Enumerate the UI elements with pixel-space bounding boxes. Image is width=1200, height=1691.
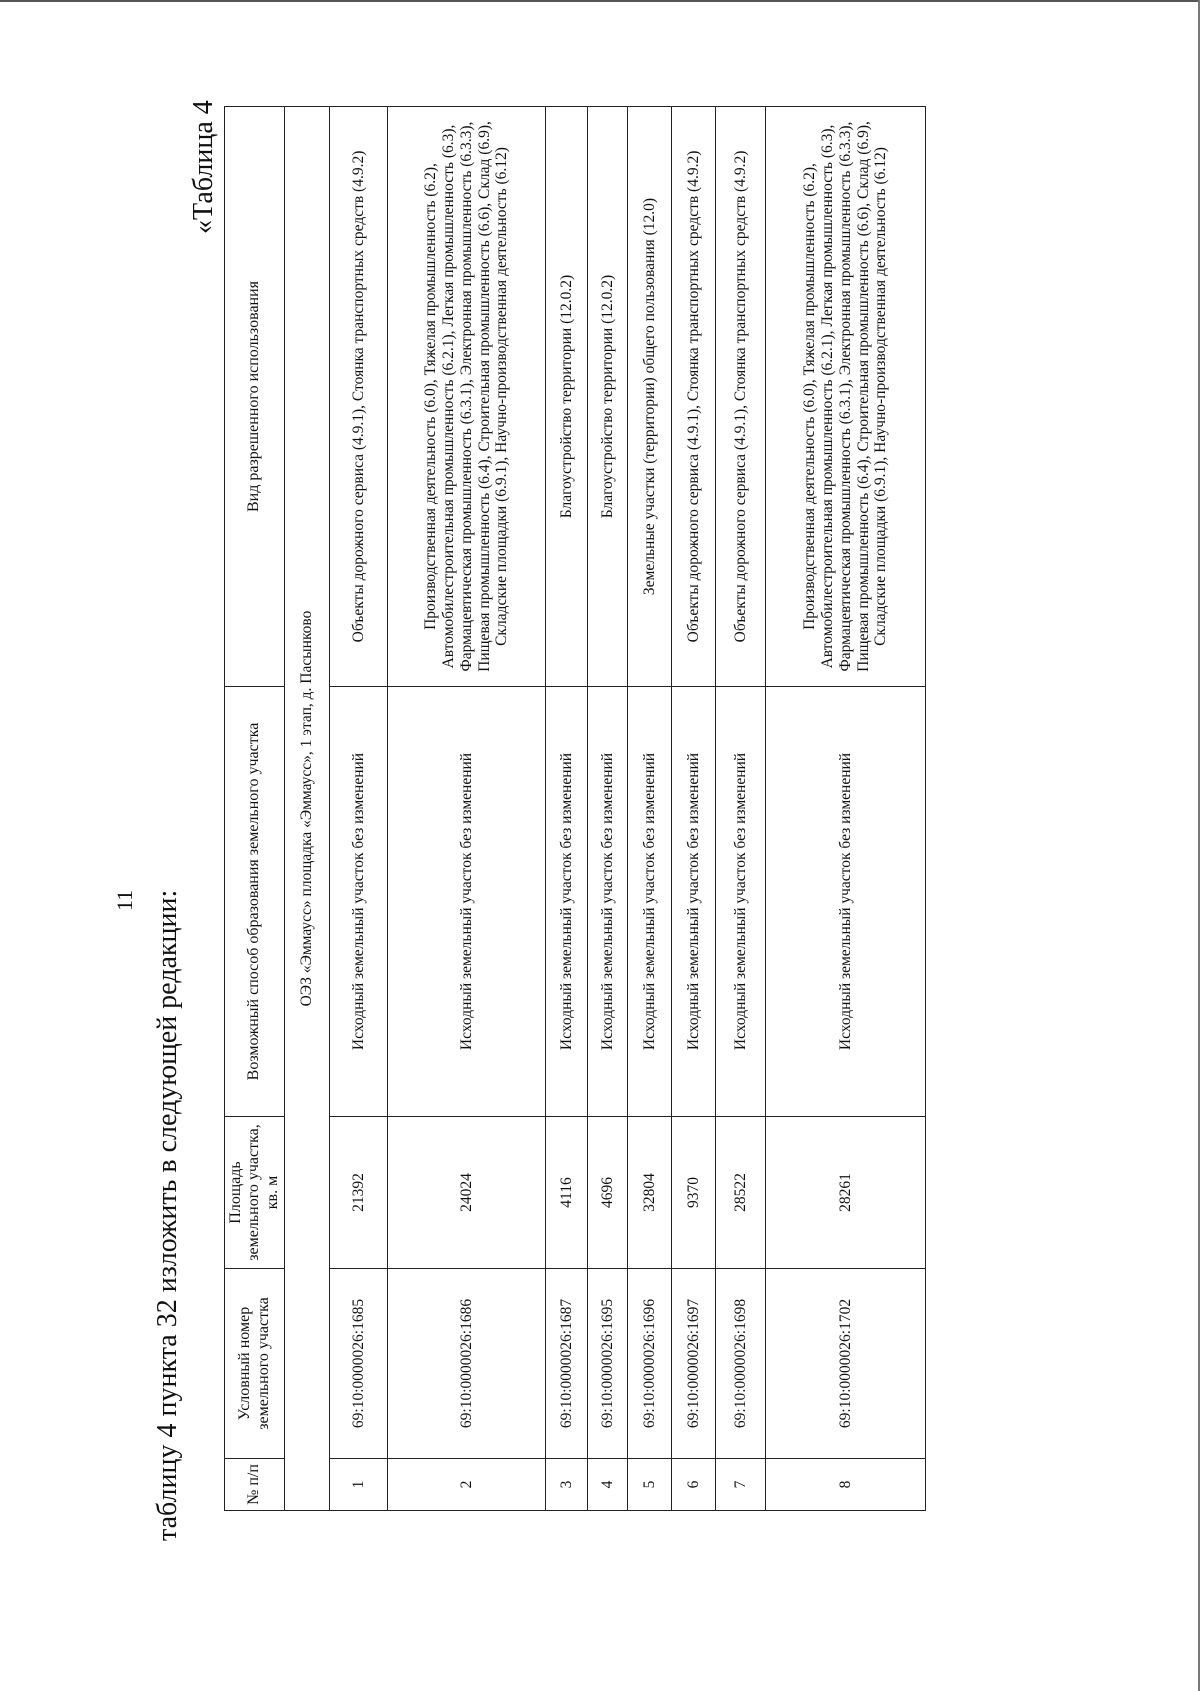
row-usage: Благоустройство территории (12.0.2) <box>546 107 588 687</box>
row-area: 4116 <box>546 1117 588 1269</box>
table-row <box>588 107 628 1511</box>
row-method: Исходный земельный участок без изменений <box>588 687 628 1117</box>
table-header-row <box>225 107 285 1511</box>
header-number: № п/п <box>225 1459 285 1511</box>
row-area: 32804 <box>628 1117 672 1269</box>
row-plot-id: 69:10:0000026:1687 <box>546 1269 588 1459</box>
table-row <box>628 107 672 1511</box>
row-usage: Объекты дорожного сервиса (4.9.1), Стоянка транспортных средств (4.9.2) <box>716 107 766 687</box>
table-row <box>716 107 766 1511</box>
row-usage: Производственная деятельность (6.0), Тяжелая промышленность (6.2), Автомобилестроительная промышленность (6.2.1), Легкая промышленность (6.3), Фармацевтическая промышленность (6.3.1), Электронная промышленность (6.3.3), Пищевая промышленность (6.4), Строительная промышленность (6.6), Склад (6.9), Складские площадки (6.9.1), Научно-производственная деятельность (6.12) <box>766 107 926 687</box>
row-method: Исходный земельный участок без изменений <box>628 687 672 1117</box>
row-area: 9370 <box>672 1117 716 1269</box>
row-usage: Объекты дорожного сервиса (4.9.1), Стоянка транспортных средств (4.9.2) <box>672 107 716 687</box>
row-plot-id: 69:10:0000026:1686 <box>388 1269 546 1459</box>
header-area: Площадь земельного участка, кв. м <box>225 1117 285 1269</box>
row-method: Исходный земельный участок без изменений <box>546 687 588 1117</box>
row-number: 2 <box>388 1459 546 1511</box>
row-number: 7 <box>716 1459 766 1511</box>
row-plot-id: 69:10:0000026:1696 <box>628 1269 672 1459</box>
table-row <box>766 107 926 1511</box>
table-label: «Таблица 4 <box>188 100 219 234</box>
row-usage: Благоустройство территории (12.0.2) <box>588 107 628 687</box>
row-area: 28261 <box>766 1117 926 1269</box>
row-method: Исходный земельный участок без изменений <box>766 687 926 1117</box>
table-row <box>388 107 546 1511</box>
row-plot-id: 69:10:0000026:1697 <box>672 1269 716 1459</box>
page-number: 11 <box>112 889 137 911</box>
table-row <box>672 107 716 1511</box>
row-method: Исходный земельный участок без изменений <box>716 687 766 1117</box>
zone-row <box>285 107 330 1511</box>
row-area: 4696 <box>588 1117 628 1269</box>
row-number: 5 <box>628 1459 672 1511</box>
intro-text: таблицу 4 пункта 32 изложить в следующей редакции: <box>152 889 183 1541</box>
table-row <box>546 107 588 1511</box>
header-method: Возможный способ образования земельного участка <box>225 687 285 1117</box>
row-area: 21392 <box>330 1117 388 1269</box>
row-plot-id: 69:10:0000026:1695 <box>588 1269 628 1459</box>
row-method: Исходный земельный участок без изменений <box>330 687 388 1117</box>
header-plot-id: Условный номер земельного участка <box>225 1269 285 1459</box>
row-number: 4 <box>588 1459 628 1511</box>
row-plot-id: 69:10:0000026:1698 <box>716 1269 766 1459</box>
row-usage: Земельные участки (территории) общего пользования (12.0) <box>628 107 672 687</box>
row-method: Исходный земельный участок без изменений <box>672 687 716 1117</box>
table-row <box>330 107 388 1511</box>
header-usage: Вид разрешенного использования <box>225 107 285 687</box>
zone-title: ОЭЗ «Эммаусс» площадка «Эммаусс», 1 этап, д. Пасынково <box>285 107 330 1511</box>
row-number: 3 <box>546 1459 588 1511</box>
row-usage: Производственная деятельность (6.0), Тяжелая промышленность (6.2), Автомобилестроительная промышленность (6.2.1), Легкая промышленность (6.3), Фармацевтическая промышленность (6.3.1), Электронная промышленность (6.3.3), Пищевая промышленность (6.4), Строительная промышленность (6.6), Склад (6.9), Складские площадки (6.9.1), Научно-производственная деятельность (6.12) <box>388 107 546 687</box>
row-number: 8 <box>766 1459 926 1511</box>
row-usage: Объекты дорожного сервиса (4.9.1), Стоянка транспортных средств (4.9.2) <box>330 107 388 687</box>
land-plots-table <box>224 106 926 1511</box>
row-method: Исходный земельный участок без изменений <box>388 687 546 1117</box>
row-area: 24024 <box>388 1117 546 1269</box>
row-number: 6 <box>672 1459 716 1511</box>
row-number: 1 <box>330 1459 388 1511</box>
row-plot-id: 69:10:0000026:1685 <box>330 1269 388 1459</box>
row-area: 28522 <box>716 1117 766 1269</box>
row-plot-id: 69:10:0000026:1702 <box>766 1269 926 1459</box>
